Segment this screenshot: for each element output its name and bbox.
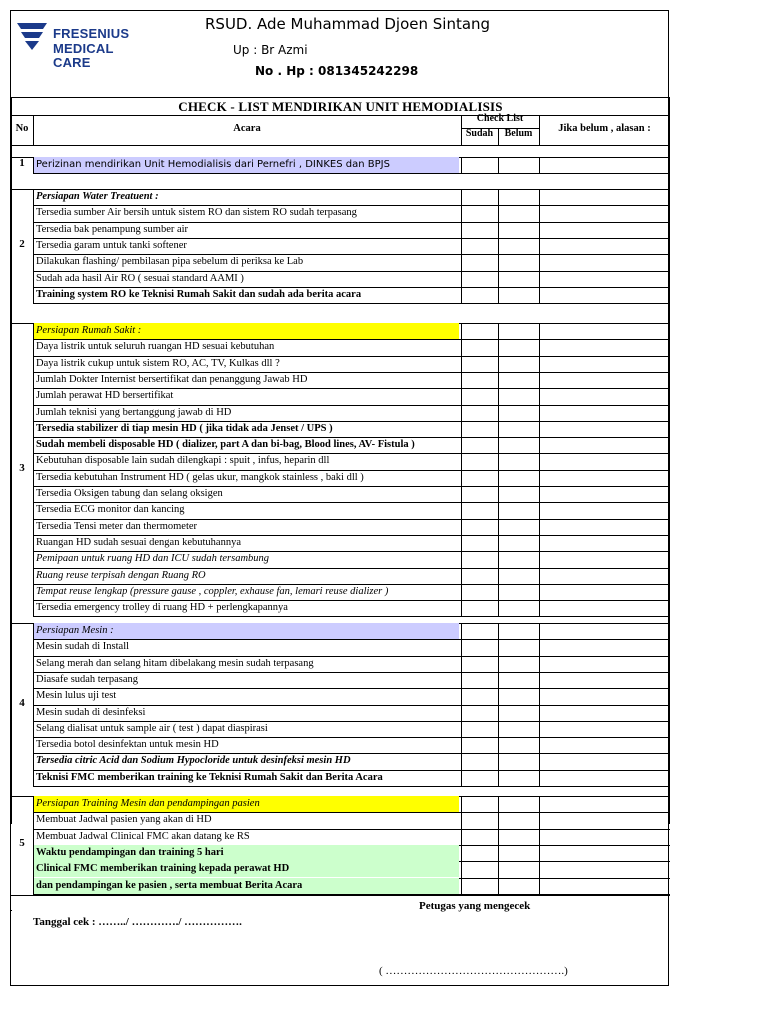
checkbox-belum[interactable] — [499, 689, 539, 704]
checklist-item: Tersedia ECG monitor dan kancing — [36, 504, 185, 516]
checklist-item: Mesin sudah di desinfeksi — [36, 706, 146, 718]
reason-cell[interactable] — [540, 324, 669, 339]
checklist-item: Tersedia sumber Air bersih untuk sistem RO dan sistem RO sudah terpasang — [36, 207, 357, 219]
reason-cell[interactable] — [540, 813, 669, 828]
checkbox-belum[interactable] — [499, 487, 539, 502]
checkbox-belum[interactable] — [499, 357, 539, 372]
section-number: 4 — [19, 696, 25, 709]
checkbox-belum[interactable] — [499, 471, 539, 486]
checkbox-belum[interactable] — [499, 158, 539, 173]
footer-divider-line — [11, 895, 670, 896]
checklist-item: Mesin sudah di Install — [36, 641, 130, 653]
checkbox-sudah[interactable] — [462, 454, 498, 469]
reason-cell[interactable] — [540, 601, 669, 616]
checklist-item: Membuat Jadwal Clinical FMC akan datang ke RS — [36, 830, 250, 842]
col-belum: Belum — [504, 128, 533, 139]
checkbox-sudah[interactable] — [462, 552, 498, 567]
checkbox-belum[interactable] — [499, 389, 539, 404]
checklist-item: Daya listrik cukup untuk sistem RO, AC, TV, Kulkas dll ? — [36, 357, 280, 369]
checklist-item: Kebutuhan disposable lain sudah dilengkapi : spuit , infus, heparin dll — [36, 455, 330, 467]
checkbox-belum[interactable] — [499, 738, 539, 753]
checkbox-belum[interactable] — [499, 520, 539, 535]
checkbox-sudah[interactable] — [462, 536, 498, 551]
checkbox-sudah[interactable] — [462, 206, 498, 221]
reason-cell[interactable] — [540, 272, 669, 287]
header-bottom-line — [11, 145, 670, 146]
section-number: 1 — [19, 157, 25, 170]
checkbox-sudah[interactable] — [462, 754, 498, 769]
checkbox-belum[interactable] — [499, 422, 539, 437]
checklist-item: Diasafe sudah terpasang — [36, 673, 139, 685]
checklist-item: dan pendampingan ke pasien , serta membuat Berita Acara — [34, 878, 459, 894]
checklist-item: Selang dialisat untuk sample air ( test ) dapat diaspirasi — [36, 722, 268, 734]
row-line — [33, 616, 670, 617]
petugas-label: Petugas yang mengecek — [419, 900, 531, 912]
reason-cell[interactable] — [540, 190, 669, 205]
checkbox-belum[interactable] — [499, 569, 539, 584]
checkbox-sudah[interactable] — [462, 706, 498, 721]
checkbox-belum[interactable] — [499, 340, 539, 355]
checklist-item: Tersedia Tensi meter dan thermometer — [36, 520, 198, 532]
reason-cell[interactable] — [540, 223, 669, 238]
footer-dot — [11, 910, 12, 911]
checklist-item: Perizinan mendirikan Unit Hemodialisis dari Pernefri , DINKES dan BPJS — [34, 157, 459, 173]
checkbox-sudah[interactable] — [462, 255, 498, 270]
reason-cell[interactable] — [540, 689, 669, 704]
checkbox-belum[interactable] — [499, 601, 539, 616]
checkbox-sudah[interactable] — [462, 422, 498, 437]
checkbox-sudah[interactable] — [462, 569, 498, 584]
col-acara: Acara — [233, 123, 261, 134]
checklist-item: Persiapan Training Mesin dan pendampingan pasien — [34, 796, 459, 812]
checkbox-sudah[interactable] — [462, 288, 498, 303]
reason-cell[interactable] — [540, 255, 669, 270]
fresenius-logo — [15, 19, 145, 70]
reason-cell[interactable] — [540, 288, 669, 303]
checkbox-sudah[interactable] — [462, 585, 498, 600]
checklist-item: Teknisi FMC memberikan training ke Teknisi Rumah Sakit dan Berita Acara — [36, 771, 383, 783]
checklist-item: Tersedia bak penampung sumber air — [36, 223, 189, 235]
col-sudah: Sudah — [465, 128, 494, 139]
reason-cell[interactable] — [540, 357, 669, 372]
checklist-item: Tempat reuse lengkap (pressure gause , coppler, exhause fan, lemari reuse dializer ) — [36, 585, 389, 597]
checkbox-belum[interactable] — [499, 862, 539, 877]
checkbox-belum[interactable] — [499, 706, 539, 721]
reason-cell[interactable] — [540, 706, 669, 721]
reason-cell[interactable] — [540, 879, 669, 894]
checkbox-belum[interactable] — [499, 373, 539, 388]
reason-cell[interactable] — [540, 389, 669, 404]
checkbox-sudah[interactable] — [462, 389, 498, 404]
col-checklist: Check List — [476, 113, 524, 124]
checkbox-sudah[interactable] — [462, 503, 498, 518]
checkbox-sudah[interactable] — [462, 406, 498, 421]
checkbox-belum[interactable] — [499, 640, 539, 655]
checkbox-sudah[interactable] — [462, 689, 498, 704]
checklist-item: Persiapan Water Treatuent : — [36, 191, 159, 202]
logo-line2: MEDICAL CARE — [53, 41, 114, 70]
row-line — [33, 173, 670, 174]
reason-cell[interactable] — [540, 846, 669, 861]
reason-cell[interactable] — [540, 585, 669, 600]
hospital-name: RSUD. Ade Muhammad Djoen Sintang — [205, 15, 491, 33]
table-left-line — [11, 97, 12, 824]
logo-line1: FRESENIUS — [53, 26, 130, 41]
reason-cell[interactable] — [540, 239, 669, 254]
section-number: 5 — [19, 836, 25, 849]
checkbox-sudah[interactable] — [462, 771, 498, 786]
reason-cell[interactable] — [540, 640, 669, 655]
checkbox-belum[interactable] — [499, 552, 539, 567]
title-bottom-line — [11, 115, 670, 116]
reason-cell[interactable] — [540, 657, 669, 672]
checkbox-sudah[interactable] — [462, 673, 498, 688]
reason-cell[interactable] — [540, 471, 669, 486]
checkbox-sudah[interactable] — [462, 340, 498, 355]
checkbox-sudah[interactable] — [462, 438, 498, 453]
reason-cell[interactable] — [540, 158, 669, 173]
checkbox-belum[interactable] — [499, 288, 539, 303]
checkbox-belum[interactable] — [499, 536, 539, 551]
checkbox-belum[interactable] — [499, 624, 539, 639]
checkbox-belum[interactable] — [499, 657, 539, 672]
checkbox-belum[interactable] — [499, 206, 539, 221]
checkbox-sudah[interactable] — [462, 797, 498, 812]
checkbox-belum[interactable] — [499, 830, 539, 845]
reason-cell[interactable] — [540, 754, 669, 769]
checkbox-sudah[interactable] — [462, 738, 498, 753]
checklist-item: Tersedia stabilizer di tiap mesin HD ( jika tidak ada Jenset / UPS ) — [36, 422, 333, 434]
checklist-item: Training system RO ke Teknisi Rumah Sakit dan sudah ada berita acara — [36, 288, 362, 300]
reason-cell[interactable] — [540, 536, 669, 551]
checkbox-sudah[interactable] — [462, 813, 498, 828]
checkbox-sudah[interactable] — [462, 239, 498, 254]
contact-person: Up : Br Azmi — [233, 43, 308, 57]
checkbox-sudah[interactable] — [462, 223, 498, 238]
checklist-item: Persiapan Mesin : — [34, 623, 459, 639]
reason-cell[interactable] — [540, 503, 669, 518]
reason-cell[interactable] — [540, 738, 669, 753]
checkbox-belum[interactable] — [499, 722, 539, 737]
checklist-item: Jumlah perawat HD bersertifikat — [36, 390, 174, 402]
checkbox-sudah[interactable] — [462, 324, 498, 339]
checkbox-sudah[interactable] — [462, 471, 498, 486]
checklist-item: Jumlah Dokter Internist bersertifikat dan penanggung Jawab HD — [36, 373, 308, 385]
table-top-line — [11, 97, 670, 98]
checkbox-sudah[interactable] — [462, 373, 498, 388]
reason-cell[interactable] — [540, 569, 669, 584]
signature-line: ( ………………………………………….) — [379, 965, 568, 977]
checkbox-belum[interactable] — [499, 846, 539, 861]
checklist-item: Tersedia botol desinfektan untuk mesin HD — [36, 739, 219, 751]
reason-cell[interactable] — [540, 552, 669, 567]
checkbox-belum[interactable] — [499, 406, 539, 421]
checkbox-belum[interactable] — [499, 255, 539, 270]
checkbox-sudah[interactable] — [462, 830, 498, 845]
checklist-item: Tersedia garam untuk tanki softener — [36, 239, 187, 251]
checklist-item: Tersedia citric Acid dan Sodium Hypocloride untuk desinfeksi mesin HD — [36, 755, 351, 767]
checkbox-sudah[interactable] — [462, 487, 498, 502]
checkbox-sudah[interactable] — [462, 624, 498, 639]
fresenius-logo-icon — [15, 19, 49, 51]
reason-cell[interactable] — [540, 438, 669, 453]
checkbox-belum[interactable] — [499, 438, 539, 453]
checkbox-belum[interactable] — [499, 239, 539, 254]
col-no: No — [15, 123, 29, 134]
checkbox-sudah[interactable] — [462, 657, 498, 672]
reason-cell[interactable] — [540, 373, 669, 388]
checkbox-belum[interactable] — [499, 454, 539, 469]
checklist-item: Selang merah dan selang hitam dibelakang mesin sudah terpasang — [36, 657, 314, 669]
checkbox-belum[interactable] — [499, 813, 539, 828]
checklist-item: Pemipaan untuk ruang HD dan ICU sudah tersambung — [36, 553, 270, 565]
reason-cell[interactable] — [540, 862, 669, 877]
checklist-item: Sudah ada hasil Air RO ( sesuai standard AAMI ) — [36, 272, 244, 284]
checkbox-belum[interactable] — [499, 272, 539, 287]
reason-cell[interactable] — [540, 487, 669, 502]
section-number: 2 — [19, 238, 25, 251]
reason-cell[interactable] — [540, 722, 669, 737]
checkbox-belum[interactable] — [499, 797, 539, 812]
reason-cell[interactable] — [540, 624, 669, 639]
reason-cell[interactable] — [540, 422, 669, 437]
checklist-item: Ruangan HD sudah sesuai dengan kebutuhannya — [36, 536, 241, 548]
checkbox-sudah[interactable] — [462, 601, 498, 616]
checkbox-sudah[interactable] — [462, 357, 498, 372]
reason-cell[interactable] — [540, 797, 669, 812]
checklist-item: Daya listrik untuk seluruh ruangan HD sesuai kebutuhan — [36, 341, 275, 353]
checkbox-sudah[interactable] — [462, 158, 498, 173]
checkbox-belum[interactable] — [499, 503, 539, 518]
checkbox-belum[interactable] — [499, 673, 539, 688]
checkbox-belum[interactable] — [499, 585, 539, 600]
row-line — [33, 303, 670, 304]
checklist-item: Waktu pendampingan dan training 5 hari — [34, 845, 459, 861]
checkbox-belum[interactable] — [499, 190, 539, 205]
reason-cell[interactable] — [540, 673, 669, 688]
phone-number: No . Hp : 081345242298 — [255, 64, 419, 78]
checklist-item: Tersedia kebutuhan Instrument HD ( gelas ukur, mangkok stainless , baki dll ) — [36, 471, 364, 483]
checkbox-belum[interactable] — [499, 324, 539, 339]
checkbox-belum[interactable] — [499, 754, 539, 769]
checkbox-sudah[interactable] — [462, 846, 498, 861]
reason-cell[interactable] — [540, 454, 669, 469]
checklist-item: Jumlah teknisi yang bertanggung jawab di HD — [36, 406, 232, 418]
checklist-item: Dilakukan flashing/ pembilasan pipa sebelum di periksa ke Lab — [36, 256, 304, 268]
checkbox-sudah[interactable] — [462, 190, 498, 205]
checkbox-sudah[interactable] — [462, 862, 498, 877]
checkbox-sudah[interactable] — [462, 640, 498, 655]
checklist-page — [10, 10, 669, 986]
checklist-item: Tersedia emergency trolley di ruang HD + perlengkapannya — [36, 602, 288, 614]
reason-cell[interactable] — [540, 830, 669, 845]
reason-cell[interactable] — [540, 771, 669, 786]
checklist-item: Clinical FMC memberikan training kepada perawat HD — [34, 861, 459, 877]
checklist-item: Membuat Jadwal pasien yang akan di HD — [36, 814, 212, 826]
section-number: 3 — [19, 461, 25, 474]
checkbox-sudah[interactable] — [462, 520, 498, 535]
reason-cell[interactable] — [540, 406, 669, 421]
col-alasan: Jika belum , alasan : — [558, 123, 651, 134]
checklist-item: Mesin lulus uji test — [36, 690, 117, 702]
reason-cell[interactable] — [540, 206, 669, 221]
table-right-line — [669, 97, 670, 824]
checklist-item: Ruang reuse terpisah dengan Ruang RO — [36, 569, 206, 581]
checklist-item: Persiapan Rumah Sakit : — [34, 323, 459, 339]
checkbox-belum[interactable] — [499, 879, 539, 894]
checkbox-belum[interactable] — [499, 771, 539, 786]
checkbox-sudah[interactable] — [462, 879, 498, 894]
checkbox-sudah[interactable] — [462, 722, 498, 737]
checklist-item: Sudah membeli disposable HD ( dializer, part A dan bi-bag, Blood lines, AV- Fistula ) — [36, 439, 415, 451]
checkbox-sudah[interactable] — [462, 272, 498, 287]
checklist-item: Tersedia Oksigen tabung dan selang oksigen — [36, 488, 223, 499]
checkbox-belum[interactable] — [499, 223, 539, 238]
tanggal-cek: Tanggal cek : ……../ …………./ ……………. — [33, 916, 242, 928]
reason-cell[interactable] — [540, 340, 669, 355]
page-title: CHECK - LIST MENDIRIKAN UNIT HEMODIALISIS — [178, 99, 503, 114]
row-line — [33, 786, 670, 787]
reason-cell[interactable] — [540, 520, 669, 535]
